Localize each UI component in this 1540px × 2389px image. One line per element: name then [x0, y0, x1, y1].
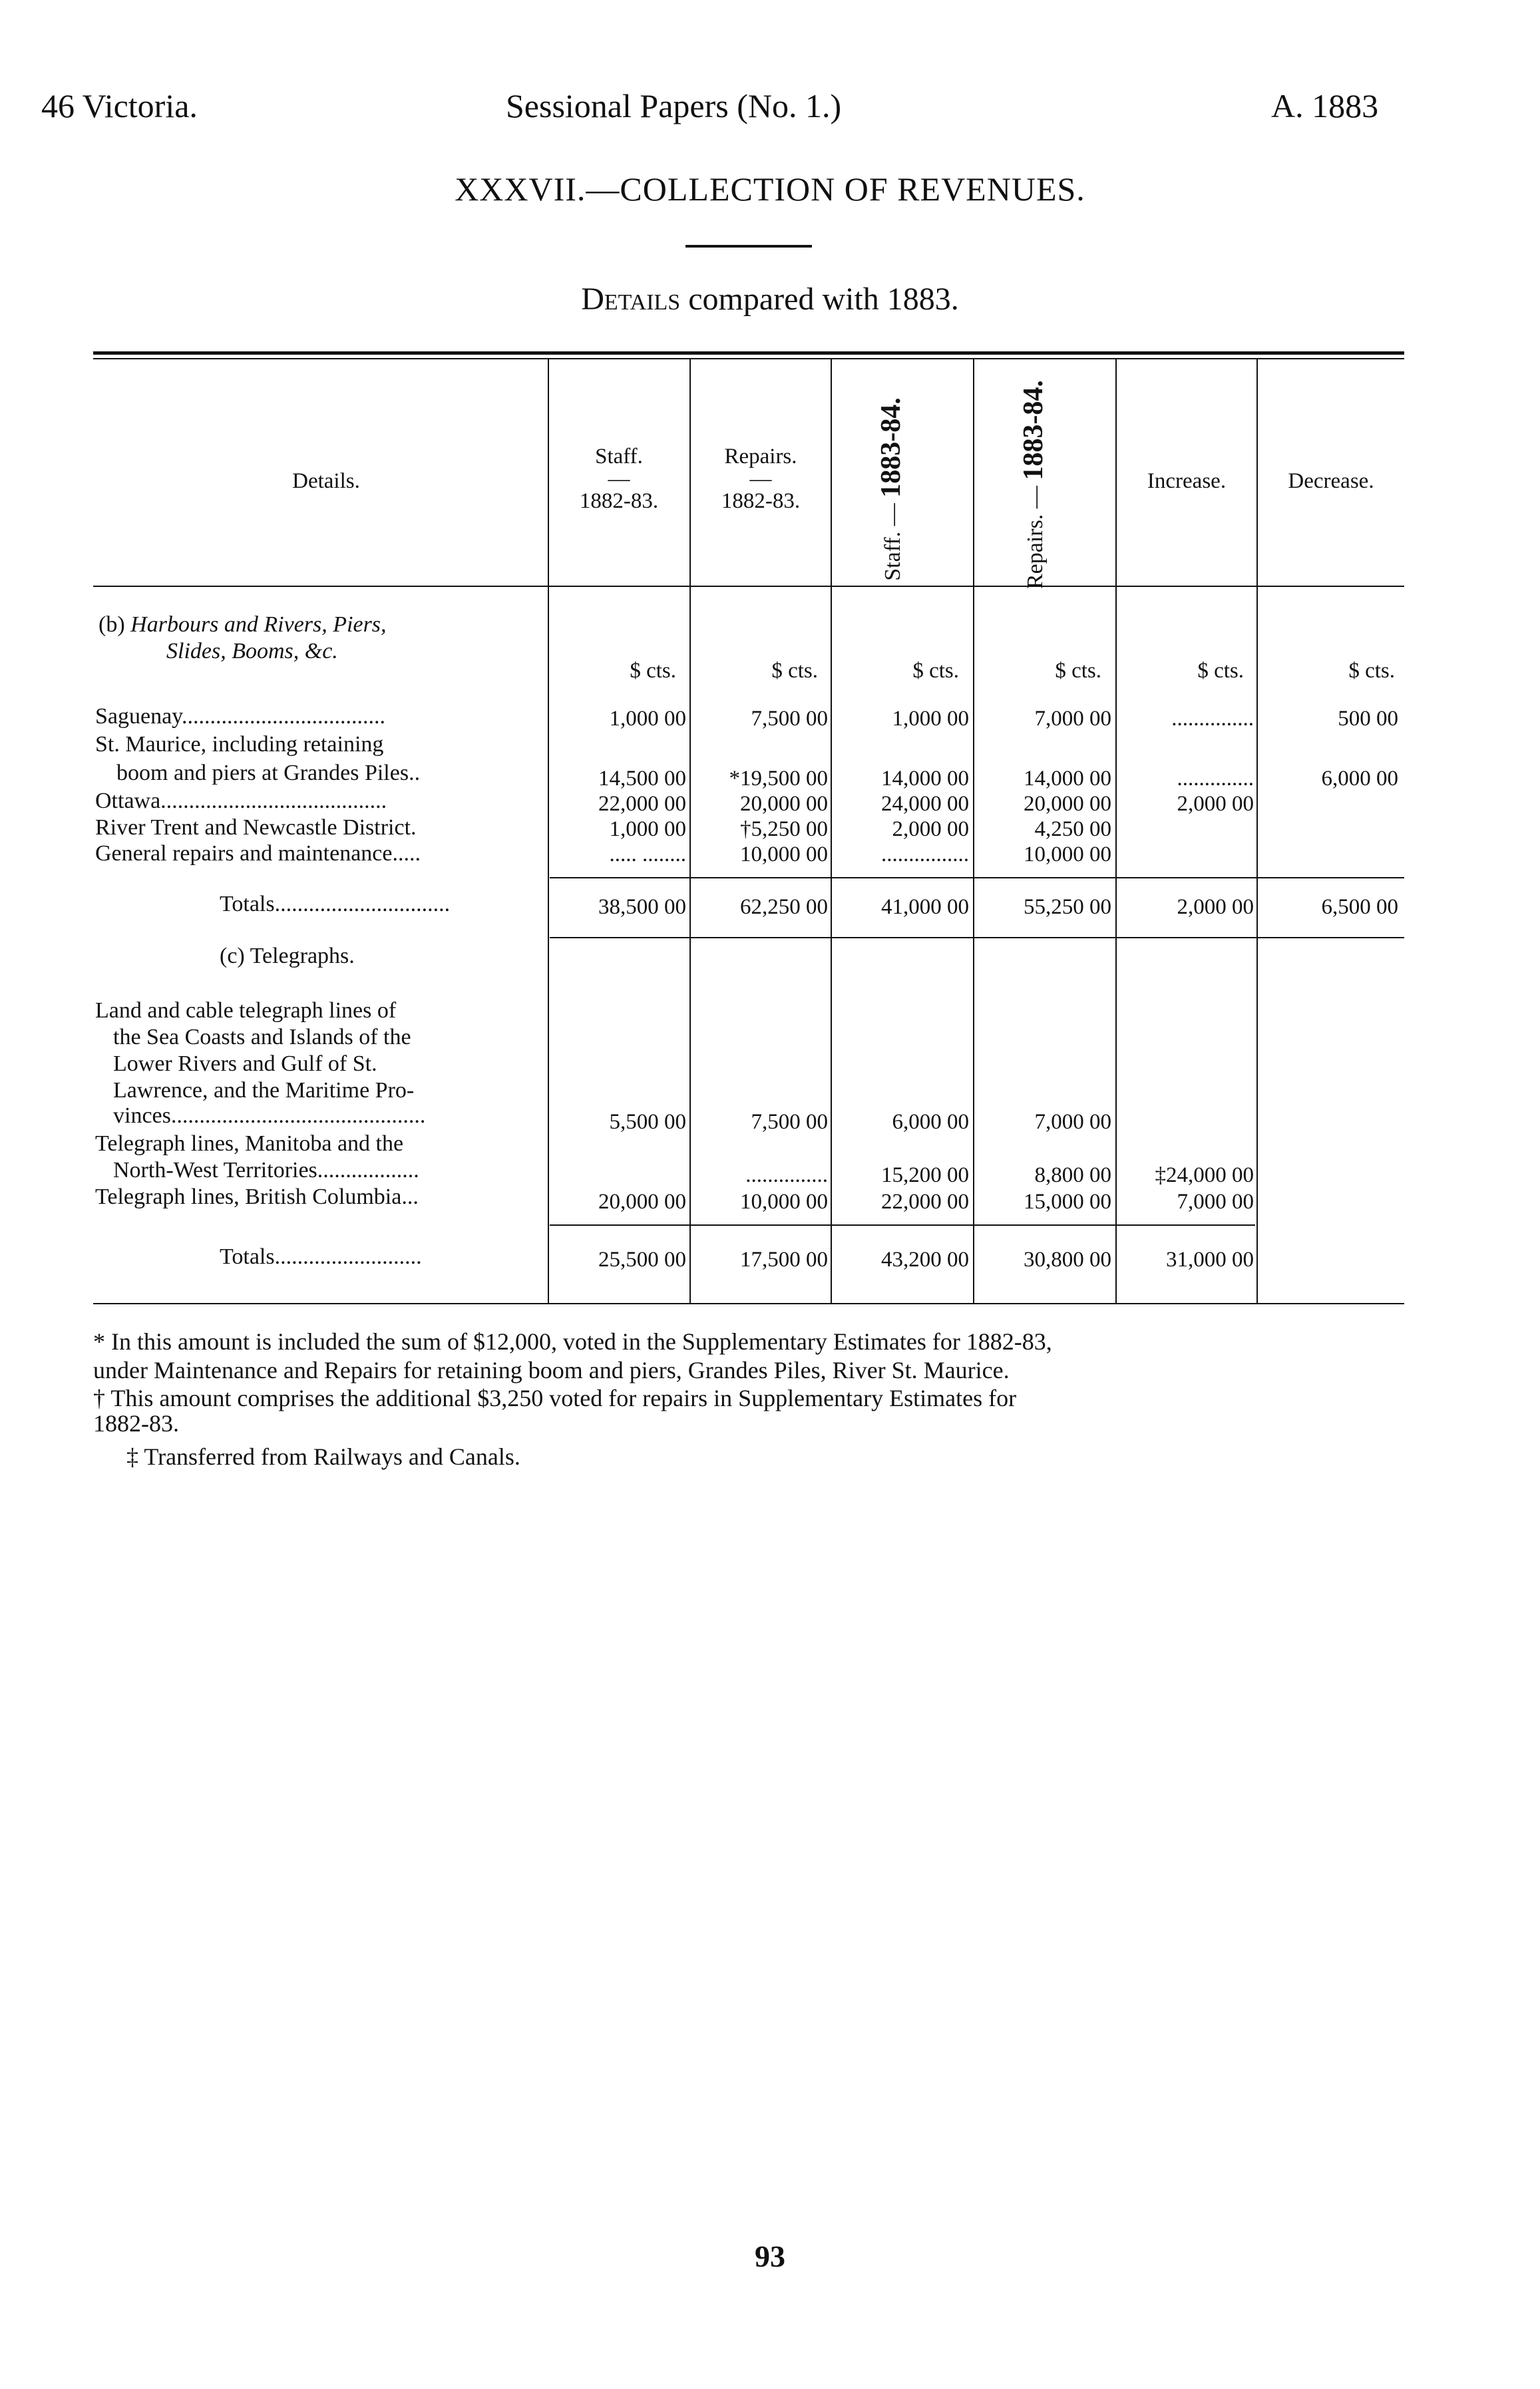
section-c-heading: (c) Telegraphs. — [220, 944, 355, 968]
year-header: A. 1883 — [1271, 87, 1379, 124]
col-header-staff-8384-top: Staff. — [880, 531, 905, 581]
footnote-dagger-cont: 1882-83. — [93, 1410, 179, 1437]
cell-c3-staff-8384: 22,000 00 — [881, 1190, 969, 1214]
totals-rule — [550, 1224, 1255, 1226]
unit-label: $ cts. — [1055, 659, 1101, 683]
col-header-increase: Increase. — [1147, 469, 1227, 493]
cell-repairs-8283: †5,250 00 — [740, 817, 828, 841]
cell-staff-8384: 2,000 00 — [892, 817, 969, 841]
total-b-repairs-8283: 62,250 00 — [740, 895, 828, 919]
cell-repairs-8384: 7,000 00 — [1034, 707, 1111, 731]
row-label-telegraph-bc: Telegraph lines, British Columbia... — [95, 1185, 419, 1209]
col-divider — [1256, 359, 1258, 1304]
total-b-decrease: 6,500 00 — [1321, 895, 1398, 919]
cell-repairs-8283: *19,500 00 — [729, 767, 828, 791]
cell-repairs-8384: 20,000 00 — [1024, 792, 1111, 816]
row-label-st-maurice-cont: boom and piers at Grandes Piles.. — [116, 761, 421, 785]
cell-staff-8283: 1,000 00 — [609, 707, 686, 731]
cell-c3-increase: 7,000 00 — [1177, 1190, 1254, 1214]
footnote-star-cont: under Maintenance and Repairs for retaining boom and piers, Grandes Piles, River St. Maurice. — [93, 1357, 1010, 1383]
sessional-papers-header: Sessional Papers (No. 1.) — [506, 87, 842, 124]
col-header-details: Details. — [292, 469, 360, 493]
col-header-staff-8283-dash: — — [608, 467, 630, 491]
cell-c2-increase: ‡24,000 00 — [1155, 1163, 1254, 1187]
cell-c1-repairs-8283: 7,500 00 — [751, 1110, 828, 1134]
row-label-st-maurice: St. Maurice, including retaining — [95, 732, 384, 757]
table-top-rule-2 — [93, 358, 1404, 359]
cell-c1-staff-8283: 5,500 00 — [609, 1110, 686, 1134]
section-b-heading — [98, 612, 387, 638]
page-number: 93 — [755, 2239, 785, 2273]
section-b-prefix: (b) — [98, 612, 125, 637]
cell-c3-repairs-8384: 15,000 00 — [1024, 1190, 1111, 1214]
cell-staff-8384: 1,000 00 — [892, 707, 969, 731]
cell-increase: ............... — [1171, 707, 1254, 731]
unit-label: $ cts. — [771, 659, 818, 683]
row-label-land-cable-cont: vinces............................................. — [113, 1103, 426, 1128]
cell-c1-repairs-8384: 7,000 00 — [1034, 1110, 1111, 1134]
row-label-telegraph-manitoba: Telegraph lines, Manitoba and the — [95, 1131, 404, 1156]
cell-repairs-8283: 20,000 00 — [740, 792, 828, 816]
total-c-repairs-8384: 30,800 00 — [1024, 1248, 1111, 1272]
footnote-double-dagger: ‡ Transferred from Railways and Canals. — [126, 1443, 520, 1470]
col-divider — [973, 359, 974, 1304]
unit-label: $ cts. — [1348, 659, 1395, 683]
cell-c2-repairs-8384: 8,800 00 — [1034, 1163, 1111, 1187]
row-label-saguenay: Saguenay.................................... — [95, 704, 385, 729]
cell-decrease: 6,000 00 — [1321, 767, 1398, 791]
col-header-repairs-8384: Repairs. — 1883-84. — [1018, 380, 1049, 589]
totals-rule — [550, 877, 1404, 878]
total-c-increase: 31,000 00 — [1166, 1248, 1254, 1272]
col-header-decrease: Decrease. — [1288, 469, 1374, 493]
cell-decrease: 500 00 — [1338, 707, 1398, 731]
section-b-heading-1: Harbours and Rivers, Piers, — [130, 612, 387, 637]
col-header-repairs-8384-year: 1883-84. — [1018, 380, 1049, 480]
total-b-staff-8283: 38,500 00 — [598, 895, 686, 919]
table-top-rule — [93, 351, 1404, 355]
row-label-land-cable-cont: the Sea Coasts and Islands of the — [113, 1025, 411, 1049]
total-c-staff-8384: 43,200 00 — [881, 1248, 969, 1272]
footnote-star: * In this amount is included the sum of $12,000, voted in the Supplementary Estimates for 1882-83, — [93, 1328, 1052, 1355]
footnote-dagger: † This amount comprises the additional $3,250 voted for repairs in Supplementary Estimates for — [93, 1385, 1017, 1411]
cell-c3-repairs-8283: 10,000 00 — [740, 1190, 828, 1214]
cell-repairs-8283: 7,500 00 — [751, 707, 828, 731]
cell-staff-8283: 14,500 00 — [598, 767, 686, 791]
col-header-repairs-8283-dash: — — [749, 467, 772, 491]
col-divider — [831, 359, 832, 1304]
col-header-staff-8283 — [549, 445, 689, 514]
col-divider — [1115, 359, 1117, 1304]
cell-repairs-8283: 10,000 00 — [740, 842, 828, 866]
cell-repairs-8384: 4,250 00 — [1034, 817, 1111, 841]
session-header: 46 Victoria. — [41, 87, 198, 124]
cell-staff-8283: 1,000 00 — [609, 817, 686, 841]
cell-increase: 2,000 00 — [1177, 792, 1254, 816]
cell-staff-8384: ................ — [881, 842, 969, 866]
col-header-repairs-8283-year: 1882-83. — [721, 489, 801, 513]
section-b-heading-2: Slides, Booms, &c. — [166, 639, 338, 663]
row-label-ottawa: Ottawa........................................ — [95, 789, 387, 813]
col-header-staff-8283-top: Staff. — [595, 445, 643, 468]
cell-c3-staff-8283: 20,000 00 — [598, 1190, 686, 1214]
col-header-repairs-8283 — [691, 445, 831, 514]
col-header-staff-8283-year: 1882-83. — [579, 489, 659, 513]
cell-staff-8283: ..... ........ — [609, 842, 686, 866]
total-c-staff-8283: 25,500 00 — [598, 1248, 686, 1272]
title-rule — [685, 245, 812, 248]
cell-c2-staff-8384: 15,200 00 — [881, 1163, 969, 1187]
row-label-general-repairs: General repairs and maintenance..... — [95, 841, 421, 866]
cell-repairs-8384: 10,000 00 — [1024, 842, 1111, 866]
row-label-river-trent: River Trent and Newcastle District. — [95, 815, 417, 840]
cell-staff-8283: 22,000 00 — [598, 792, 686, 816]
table-bottom-rule — [93, 1303, 1404, 1304]
unit-label: $ cts. — [1197, 659, 1244, 683]
total-c-repairs-8283: 17,500 00 — [740, 1248, 828, 1272]
total-b-staff-8384: 41,000 00 — [881, 895, 969, 919]
row-label-land-cable-cont: Lower Rivers and Gulf of St. — [113, 1051, 377, 1076]
header-bottom-rule — [93, 586, 1404, 587]
cell-c2-repairs-8283: ............... — [745, 1163, 828, 1187]
col-header-repairs-8384-top: Repairs. — [1023, 514, 1048, 589]
cell-c1-staff-8384: 6,000 00 — [892, 1110, 969, 1134]
col-header-repairs-8283-top: Repairs. — [724, 445, 797, 468]
row-label-land-cable-cont: Lawrence, and the Maritime Pro- — [113, 1078, 415, 1103]
page-subtitle — [0, 281, 1540, 317]
row-label-telegraph-manitoba-cont: North-West Territories.................. — [113, 1158, 419, 1183]
row-label-land-cable: Land and cable telegraph lines of — [95, 998, 397, 1023]
totals-rule — [550, 937, 1404, 938]
page-title: XXXVII.—COLLECTION OF REVENUES. — [455, 170, 1085, 208]
cell-repairs-8384: 14,000 00 — [1024, 767, 1111, 791]
unit-label: $ cts. — [912, 659, 959, 683]
col-header-staff-8384: Staff. — 1883-84. — [876, 397, 906, 581]
totals-label-c: Totals.......................... — [220, 1244, 422, 1269]
subtitle-rest: compared with 1883. — [688, 281, 959, 317]
subtitle-smallcaps: Details — [581, 281, 681, 317]
unit-label: $ cts. — [630, 659, 676, 683]
cell-increase: .............. — [1177, 767, 1254, 791]
cell-staff-8384: 24,000 00 — [881, 792, 969, 816]
cell-staff-8384: 14,000 00 — [881, 767, 969, 791]
total-b-increase: 2,000 00 — [1177, 895, 1254, 919]
col-header-staff-8384-year: 1883-84. — [876, 397, 906, 498]
total-b-repairs-8384: 55,250 00 — [1024, 895, 1111, 919]
totals-label-b: Totals............................... — [220, 892, 451, 916]
